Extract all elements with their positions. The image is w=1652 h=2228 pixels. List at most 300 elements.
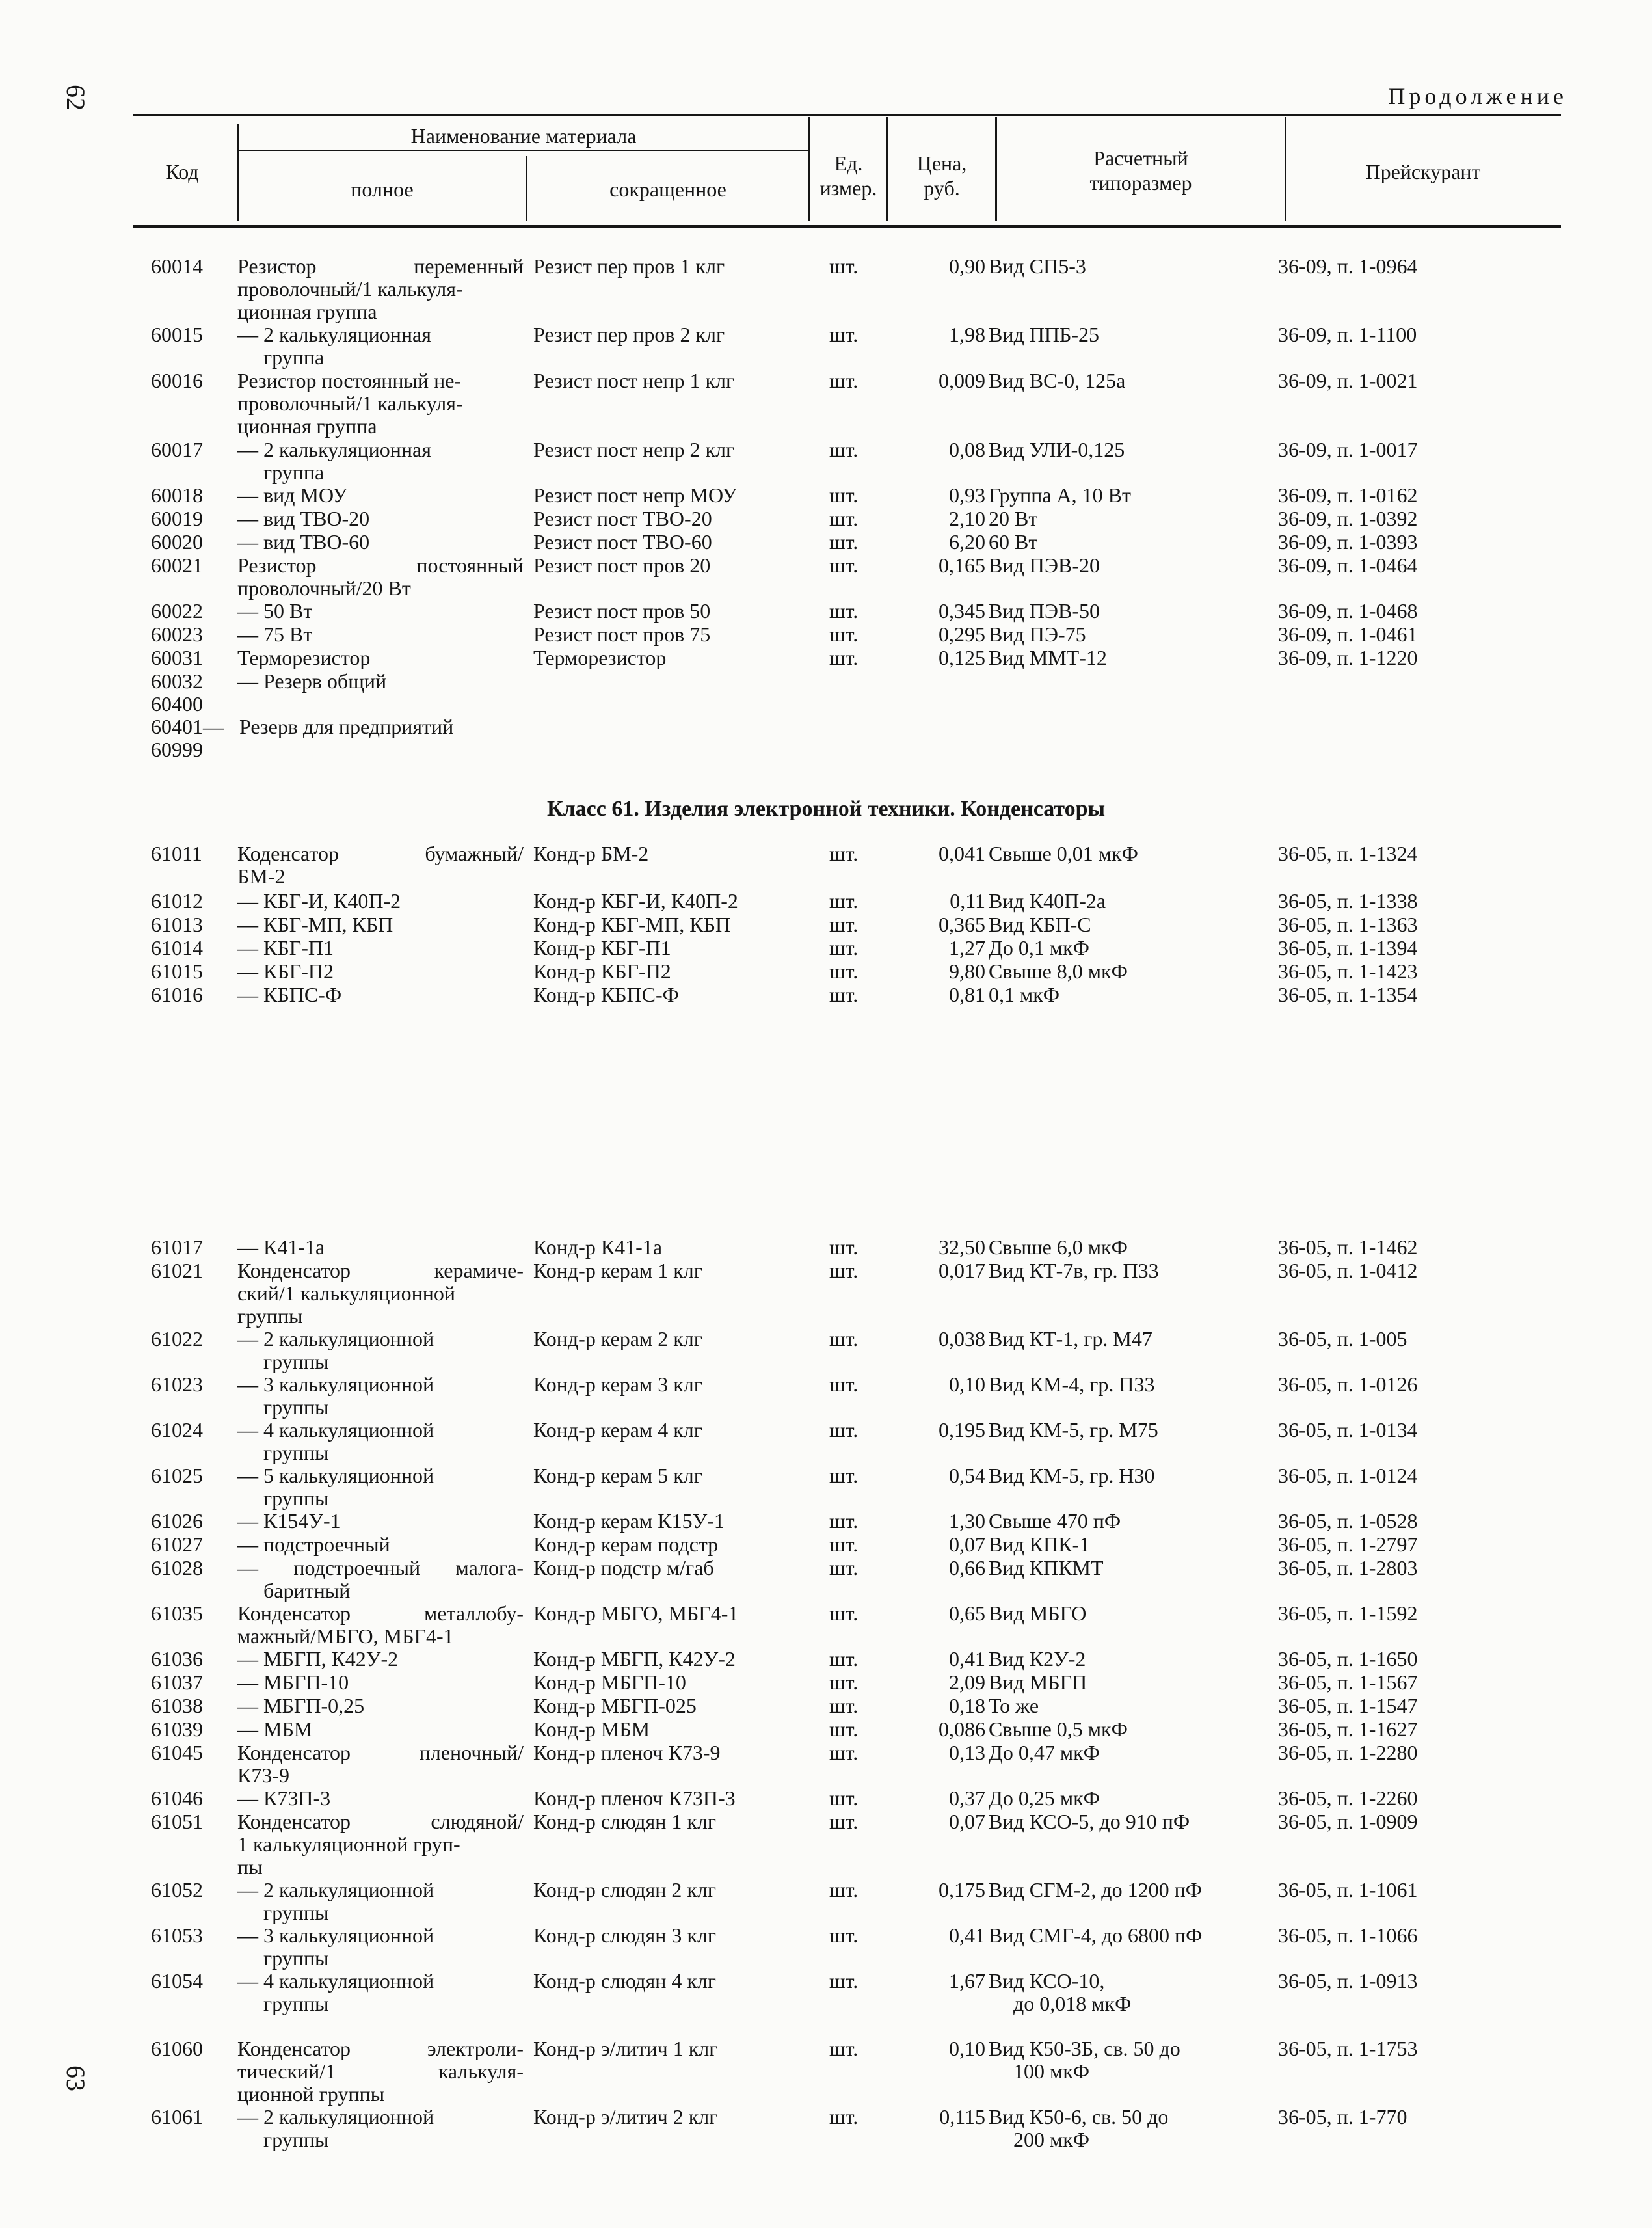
row-unit: шт. — [829, 623, 859, 646]
row-short-name: Конд-р МБГП, К42У-2 — [533, 1647, 736, 1671]
row-code-line: 60400 — [151, 692, 203, 716]
row-full-name-line: — К73П-3 — [237, 1786, 331, 1810]
row-code-line: 61053 — [151, 1924, 203, 1947]
row-full-name — [237, 1810, 524, 1879]
row-full-name-line: Конденсатор металлобу- — [237, 1602, 524, 1625]
row-size-line: Вид ППБ-25 — [989, 323, 1099, 346]
row-code — [151, 507, 242, 530]
row-short-name: Терморезистор — [533, 646, 667, 669]
row-code — [151, 1533, 242, 1556]
row-full-name-line: БМ-2 — [237, 865, 286, 888]
row-full-name-line: группы — [263, 1992, 329, 2015]
row-price-list: 36-05, п. 1-1650 — [1278, 1647, 1418, 1671]
row-full-name-line: — КБГ-И, К40П-2 — [237, 889, 401, 913]
row-price: 0,37 — [949, 1786, 985, 1810]
row-code — [151, 670, 242, 716]
row-size — [989, 937, 1262, 960]
row-code — [151, 1718, 242, 1741]
row-full-name — [237, 842, 524, 888]
row-short-name: Резист пост пров 50 — [533, 599, 711, 623]
row-code-line: 60032 — [151, 669, 203, 693]
row-price-list: 36-05, п. 1-0124 — [1278, 1464, 1418, 1487]
row-full-name — [237, 1970, 524, 2015]
row-unit: шт. — [829, 1259, 859, 1282]
row-full-name-line: Резистор постоянный не- — [237, 369, 462, 392]
row-full-name-line: Коденсатор бумажный/ — [237, 842, 524, 865]
row-short-name: Конд-р э/литич 1 клг — [533, 2037, 718, 2060]
row-code-line: 61026 — [151, 1509, 203, 1533]
row-full-name-line: — 2 калькуляционной — [237, 1878, 434, 1901]
row-code — [151, 1419, 242, 1442]
row-size — [989, 438, 1262, 461]
row-full-name-line: проволочный/20 Вт — [237, 576, 411, 600]
row-unit: шт. — [829, 599, 859, 623]
row-full-name — [237, 1533, 524, 1556]
row-code-line: 61061 — [151, 2105, 203, 2128]
row-price: 0,13 — [949, 1741, 985, 1764]
row-full-name-line: Конденсатор электроли- — [237, 2037, 524, 2060]
row-code — [151, 1510, 242, 1533]
row-price: 0,365 — [939, 913, 985, 936]
row-full-name-line: ционная группа — [237, 414, 377, 438]
row-price: 0,18 — [949, 1694, 985, 1717]
row-code — [151, 1970, 242, 1993]
row-code-line: 61025 — [151, 1464, 203, 1487]
row-code — [151, 438, 242, 461]
row-size — [989, 1464, 1262, 1487]
row-full-name-line: — подстроечный малога- — [237, 1556, 524, 1579]
row-size-line: Вид МБГО — [989, 1602, 1087, 1625]
row-full-name-line: группы — [263, 1946, 329, 1970]
row-size-line: Вид ПЭВ-50 — [989, 599, 1100, 623]
row-size — [989, 1787, 1262, 1810]
row-size — [989, 1419, 1262, 1442]
row-unit: шт. — [829, 842, 859, 865]
row-full-name-line: группа — [263, 461, 325, 484]
header-material-name: Наименование материала — [410, 124, 637, 148]
row-code — [151, 1557, 242, 1579]
row-unit: шт. — [829, 983, 859, 1006]
row-price-list: 36-05, п. 1-0528 — [1278, 1509, 1418, 1533]
row-full-name — [237, 323, 524, 369]
row-size — [989, 890, 1262, 913]
row-size-line: Группа А, 10 Вт — [989, 483, 1131, 507]
row-size — [989, 531, 1262, 554]
row-size — [989, 1328, 1262, 1350]
row-size — [989, 984, 1262, 1006]
row-unit: шт. — [829, 1878, 859, 1901]
row-price: 0,009 — [939, 369, 985, 392]
row-code-line: 61035 — [151, 1602, 203, 1625]
row-size — [989, 1259, 1262, 1282]
row-code — [151, 1741, 242, 1764]
row-price: 0,345 — [939, 599, 985, 623]
row-full-name — [237, 484, 524, 507]
row-size-line: Вид МБГП — [989, 1671, 1087, 1694]
row-full-name-line: — КБГ-П2 — [237, 960, 334, 983]
row-code — [151, 842, 242, 865]
row-full-name-line: — КБПС-Ф — [237, 983, 342, 1006]
row-size-line: Вид ВС-0, 125а — [989, 369, 1126, 392]
row-full-name — [237, 670, 524, 693]
row-price-list: 36-05, п. 1-1627 — [1278, 1717, 1418, 1741]
header-price-line-1: Цена, — [916, 152, 967, 175]
row-size — [989, 913, 1262, 936]
row-full-name-line: — 2 калькуляционная — [237, 323, 431, 346]
row-code — [151, 960, 242, 983]
row-size-line: Вид К50-6, св. 50 до — [989, 2105, 1169, 2128]
row-code-line: 61027 — [151, 1533, 203, 1556]
row-price-list: 36-05, п. 1-2803 — [1278, 1556, 1418, 1579]
row-code — [151, 890, 242, 913]
row-code-line: 60023 — [151, 623, 203, 646]
row-code — [151, 1695, 242, 1717]
row-code — [151, 369, 242, 392]
row-price-list: 36-05, п. 1-1567 — [1278, 1671, 1418, 1694]
row-short-name: Конд-р пленоч К73-9 — [533, 1741, 721, 1764]
row-full-name-line: Конденсатор керамиче- — [237, 1259, 524, 1282]
row-price: 0,10 — [949, 2037, 985, 2060]
row-code — [151, 1879, 242, 1901]
row-full-name — [237, 1671, 524, 1694]
row-price: 9,80 — [949, 960, 985, 983]
row-size-line: 60 Вт — [989, 530, 1038, 554]
row-price-list: 36-05, п. 1-2260 — [1278, 1786, 1418, 1810]
row-short-name: Конд-р подстр м/габ — [533, 1556, 714, 1579]
row-full-name — [237, 1787, 524, 1810]
row-code-line: 61016 — [151, 983, 203, 1006]
row-full-name-line: Конденсатор слюдяной/ — [237, 1810, 524, 1833]
row-size — [989, 1648, 1262, 1671]
row-size-line: Вид КПКМТ — [989, 1556, 1104, 1579]
header-divider-2 — [526, 156, 527, 221]
row-code-line: 61011 — [151, 842, 202, 865]
row-code-line: 61039 — [151, 1717, 203, 1741]
row-price: 0,195 — [939, 1418, 985, 1442]
header-full-name: полное — [351, 178, 414, 201]
row-size — [989, 1924, 1262, 1947]
row-full-name — [237, 623, 524, 646]
row-size-line: До 0,47 мкФ — [989, 1741, 1100, 1764]
row-price: 0,41 — [949, 1924, 985, 1947]
row-full-name — [237, 984, 524, 1006]
row-code-line: 61013 — [151, 913, 203, 936]
row-size-line: Вид КСО-5, до 910 пФ — [989, 1810, 1190, 1833]
row-size — [989, 1741, 1262, 1764]
row-full-name-line: К73-9 — [237, 1764, 289, 1787]
row-price: 0,017 — [939, 1259, 985, 1282]
row-full-name — [239, 716, 526, 738]
row-short-name: Конд-р слюдян 3 клг — [533, 1924, 717, 1947]
row-full-name — [237, 937, 524, 960]
row-full-name — [237, 1510, 524, 1533]
row-full-name — [237, 647, 524, 669]
row-code — [151, 623, 242, 646]
row-price-list: 36-05, п. 1-1394 — [1278, 936, 1418, 960]
row-full-name — [237, 369, 524, 438]
row-size — [989, 1533, 1262, 1556]
row-unit: шт. — [829, 2105, 859, 2128]
row-short-name: Конд-р БМ-2 — [533, 842, 649, 865]
row-full-name-line: — К154У-1 — [237, 1509, 341, 1533]
row-size — [989, 623, 1262, 646]
row-size-line: Свыше 0,5 мкФ — [989, 1717, 1128, 1741]
header-price — [888, 151, 995, 200]
row-full-name — [237, 1236, 524, 1259]
row-size-line: Вид КМ-5, гр. Н30 — [989, 1464, 1155, 1487]
row-size-line: Вид КБП-С — [989, 913, 1091, 936]
header-size-line-2: типоразмер — [1089, 171, 1192, 195]
row-price: 1,27 — [949, 936, 985, 960]
row-full-name-line: — К41-1а — [237, 1235, 325, 1259]
row-price: 0,81 — [949, 983, 985, 1006]
row-full-name-line: — 5 калькуляционной — [237, 1464, 434, 1487]
row-price: 0,07 — [949, 1533, 985, 1556]
row-price-list: 36-09, п. 1-0393 — [1278, 530, 1418, 554]
row-price: 32,50 — [939, 1235, 985, 1259]
row-full-name — [237, 1373, 524, 1419]
row-code-line: 60016 — [151, 369, 203, 392]
row-size-line: Вид СМГ-4, до 6800 пФ — [989, 1924, 1203, 1947]
row-size-line: Вид К50-3Б, св. 50 до — [989, 2037, 1180, 2060]
row-size-line: Вид КПК-1 — [989, 1533, 1090, 1556]
row-unit: шт. — [829, 960, 859, 983]
row-unit: шт. — [829, 1924, 859, 1947]
row-full-name-line: — 4 калькуляционной — [237, 1969, 434, 1993]
row-unit: шт. — [829, 1373, 859, 1396]
row-code-line: 60031 — [151, 646, 203, 669]
row-size-line: Свыше 0,01 мкФ — [989, 842, 1138, 865]
row-price-list: 36-05, п. 1-1423 — [1278, 960, 1418, 983]
row-full-name — [237, 913, 524, 936]
page-number-top: 62 — [61, 85, 90, 111]
row-short-name: Конд-р слюдян 4 клг — [533, 1969, 717, 1993]
row-full-name-line: группа — [263, 345, 325, 369]
row-full-name-line: — 50 Вт — [237, 599, 313, 623]
row-full-name — [237, 600, 524, 623]
row-code — [151, 554, 242, 577]
row-unit: шт. — [829, 1556, 859, 1579]
row-price-list: 36-09, п. 1-0461 — [1278, 623, 1418, 646]
row-code-line: 60022 — [151, 599, 203, 623]
row-code — [151, 1259, 242, 1282]
row-price: 0,65 — [949, 1602, 985, 1625]
row-code-line: 61052 — [151, 1878, 203, 1901]
header-bottom-rule — [133, 225, 1561, 228]
row-code — [151, 1787, 242, 1810]
row-code — [151, 531, 242, 554]
row-full-name-line: группы — [263, 1486, 329, 1510]
row-full-name-line: — вид ТВО-20 — [237, 507, 370, 530]
row-full-name-line: — 75 Вт — [237, 623, 313, 646]
row-code-line: 61021 — [151, 1259, 203, 1282]
row-price-list: 36-05, п. 1-1462 — [1278, 1235, 1418, 1259]
row-size — [989, 1718, 1262, 1741]
row-price-list: 36-05, п. 1-1061 — [1278, 1878, 1418, 1901]
row-unit: шт. — [829, 936, 859, 960]
row-size — [989, 255, 1262, 278]
row-price-list: 36-09, п. 1-0464 — [1278, 554, 1418, 577]
row-unit: шт. — [829, 369, 859, 392]
row-size-line: Вид ММТ-12 — [989, 646, 1107, 669]
row-unit: шт. — [829, 1327, 859, 1350]
row-size — [989, 842, 1262, 865]
row-code-line: 61024 — [151, 1418, 203, 1442]
row-size-line: Свыше 8,0 мкФ — [989, 960, 1128, 983]
row-short-name: Конд-р керам 1 клг — [533, 1259, 702, 1282]
row-full-name-line: — 2 калькуляционной — [237, 2105, 434, 2128]
row-size — [989, 1695, 1262, 1717]
row-full-name-line: — Резерв общий — [237, 669, 387, 693]
row-price-list: 36-05, п. 1-005 — [1278, 1327, 1407, 1350]
row-short-name: Резист пост ТВО-20 — [533, 507, 712, 530]
header-top-rule — [133, 114, 1561, 116]
row-unit: шт. — [829, 1741, 859, 1764]
row-unit: шт. — [829, 1533, 859, 1556]
row-size-line: Вид К2У-2 — [989, 1647, 1086, 1671]
row-short-name: Конд-р керам 5 клг — [533, 1464, 702, 1487]
row-size — [989, 1671, 1262, 1694]
row-price-list: 36-05, п. 1-1338 — [1278, 889, 1418, 913]
row-price-list: 36-05, п. 1-2797 — [1278, 1533, 1418, 1556]
row-price-list: 36-09, п. 1-0392 — [1278, 507, 1418, 530]
row-size-line: До 0,25 мкФ — [989, 1786, 1100, 1810]
row-code-line: 61022 — [151, 1327, 203, 1350]
row-size-line: Вид ПЭ-75 — [989, 623, 1086, 646]
row-short-name: Резист пост ТВО-60 — [533, 530, 712, 554]
header-unit — [810, 151, 886, 200]
row-full-name-line: — МБГП-10 — [237, 1671, 349, 1694]
row-price-list: 36-09, п. 1-0021 — [1278, 369, 1418, 392]
row-code — [151, 913, 242, 936]
row-full-name — [237, 1741, 524, 1787]
row-size — [989, 1879, 1262, 1901]
row-unit: шт. — [829, 1717, 859, 1741]
header-divider-1 — [237, 124, 239, 221]
row-full-name — [237, 438, 524, 484]
row-size-line: Вид УЛИ-0,125 — [989, 438, 1125, 461]
row-price-list: 36-05, п. 1-1354 — [1278, 983, 1418, 1006]
row-code — [151, 1373, 242, 1396]
row-price: 2,10 — [949, 507, 985, 530]
row-full-name — [237, 554, 524, 600]
row-full-name-line: ционная группа — [237, 300, 377, 323]
row-code-line: 60021 — [151, 554, 203, 577]
row-unit: шт. — [829, 1464, 859, 1487]
row-full-name-line: — 4 калькуляционной — [237, 1418, 434, 1442]
row-price: 0,10 — [949, 1373, 985, 1396]
row-full-name — [237, 1259, 524, 1328]
row-code — [151, 1464, 242, 1487]
row-size-line: Вид К40П-2а — [989, 889, 1106, 913]
row-price-list: 36-09, п. 1-1220 — [1278, 646, 1418, 669]
row-code-line: 61023 — [151, 1373, 203, 1396]
row-code-line: 61028 — [151, 1556, 203, 1579]
row-full-name-line: тический/1 калькуля- — [237, 2060, 524, 2083]
row-price-list: 36-09, п. 1-0964 — [1278, 254, 1418, 278]
row-size-line: Вид СГМ-2, до 1200 пФ — [989, 1878, 1202, 1901]
row-code — [151, 937, 242, 960]
continuation-label: Продолжение — [1388, 83, 1567, 109]
row-unit: шт. — [829, 1786, 859, 1810]
row-full-name-line: — вид МОУ — [237, 483, 347, 507]
row-price-list: 36-05, п. 1-0126 — [1278, 1373, 1418, 1396]
row-price: 6,20 — [949, 530, 985, 554]
row-code-line: 61038 — [151, 1694, 203, 1717]
row-full-name-line: группы — [237, 1304, 303, 1328]
row-code-line: 61046 — [151, 1786, 203, 1810]
row-unit: шт. — [829, 2037, 859, 2060]
row-size-line: 200 мкФ — [1013, 2128, 1090, 2151]
row-unit: шт. — [829, 1509, 859, 1533]
row-full-name-line: — подстроечный — [237, 1533, 390, 1556]
row-short-name: Конд-р керам подстр — [533, 1533, 719, 1556]
row-full-name-line: Резерв для предприятий — [239, 715, 454, 738]
row-size — [989, 647, 1262, 669]
row-unit: шт. — [829, 323, 859, 346]
row-size — [989, 1602, 1262, 1625]
row-short-name: Конд-р КБГ-И, К40П-2 — [533, 889, 738, 913]
row-price-list: 36-05, п. 1-1066 — [1278, 1924, 1418, 1947]
row-full-name-line: — 3 калькуляционной — [237, 1373, 434, 1396]
row-full-name-line: Конденсатор пленочный/ — [237, 1741, 524, 1764]
row-size-line: до 0,018 мкФ — [1013, 1992, 1132, 2015]
row-size-line: 0,1 мкФ — [989, 983, 1060, 1006]
row-full-name-line: проволочный/1 калькуля- — [237, 277, 463, 301]
row-price: 0,07 — [949, 1810, 985, 1833]
row-full-name-line: проволочный/1 калькуля- — [237, 392, 463, 415]
row-short-name: Конд-р МБМ — [533, 1717, 650, 1741]
row-size — [989, 2037, 1262, 2083]
row-size — [989, 323, 1262, 346]
row-short-name: Резист пост пров 20 — [533, 554, 711, 577]
row-code-line: 60401— — [151, 715, 224, 738]
row-unit: шт. — [829, 554, 859, 577]
row-full-name-line: — 2 калькуляционная — [237, 438, 431, 461]
row-code-line: 60999 — [151, 738, 203, 761]
row-full-name — [237, 1557, 524, 1602]
row-full-name — [237, 507, 524, 530]
row-price: 2,09 — [949, 1671, 985, 1694]
row-full-name-line: — 2 калькуляционной — [237, 1327, 434, 1350]
row-price-list: 36-05, п. 1-1547 — [1278, 1694, 1418, 1717]
row-code — [151, 1671, 242, 1694]
row-short-name: Конд-р КБГ-П1 — [533, 936, 671, 960]
row-code-line: 61014 — [151, 936, 203, 960]
row-short-name: Конд-р МБГП-025 — [533, 1694, 697, 1717]
row-short-name: Конд-р э/литич 2 клг — [533, 2105, 718, 2128]
row-full-name — [237, 1648, 524, 1671]
row-price-list: 36-05, п. 1-0913 — [1278, 1969, 1418, 1993]
row-full-name-line: — 3 калькуляционной — [237, 1924, 434, 1947]
row-full-name-line: — вид ТВО-60 — [237, 530, 370, 554]
row-code — [151, 323, 242, 346]
row-price: 0,41 — [949, 1647, 985, 1671]
row-code-line: 60015 — [151, 323, 203, 346]
row-size-line: 20 Вт — [989, 507, 1038, 530]
row-price-list: 36-09, п. 1-0468 — [1278, 599, 1418, 623]
header-size — [997, 146, 1285, 195]
row-size — [989, 1970, 1262, 2015]
row-price: 0,08 — [949, 438, 985, 461]
row-size — [989, 960, 1262, 983]
row-unit: шт. — [829, 507, 859, 530]
row-size-line: Вид КСО-10, — [989, 1969, 1105, 1993]
row-short-name: Резист пост непр 1 клг — [533, 369, 735, 392]
row-short-name: Конд-р МБГО, МБГ4-1 — [533, 1602, 739, 1625]
row-size-line: Вид КМ-5, гр. М75 — [989, 1418, 1158, 1442]
row-unit: шт. — [829, 646, 859, 669]
